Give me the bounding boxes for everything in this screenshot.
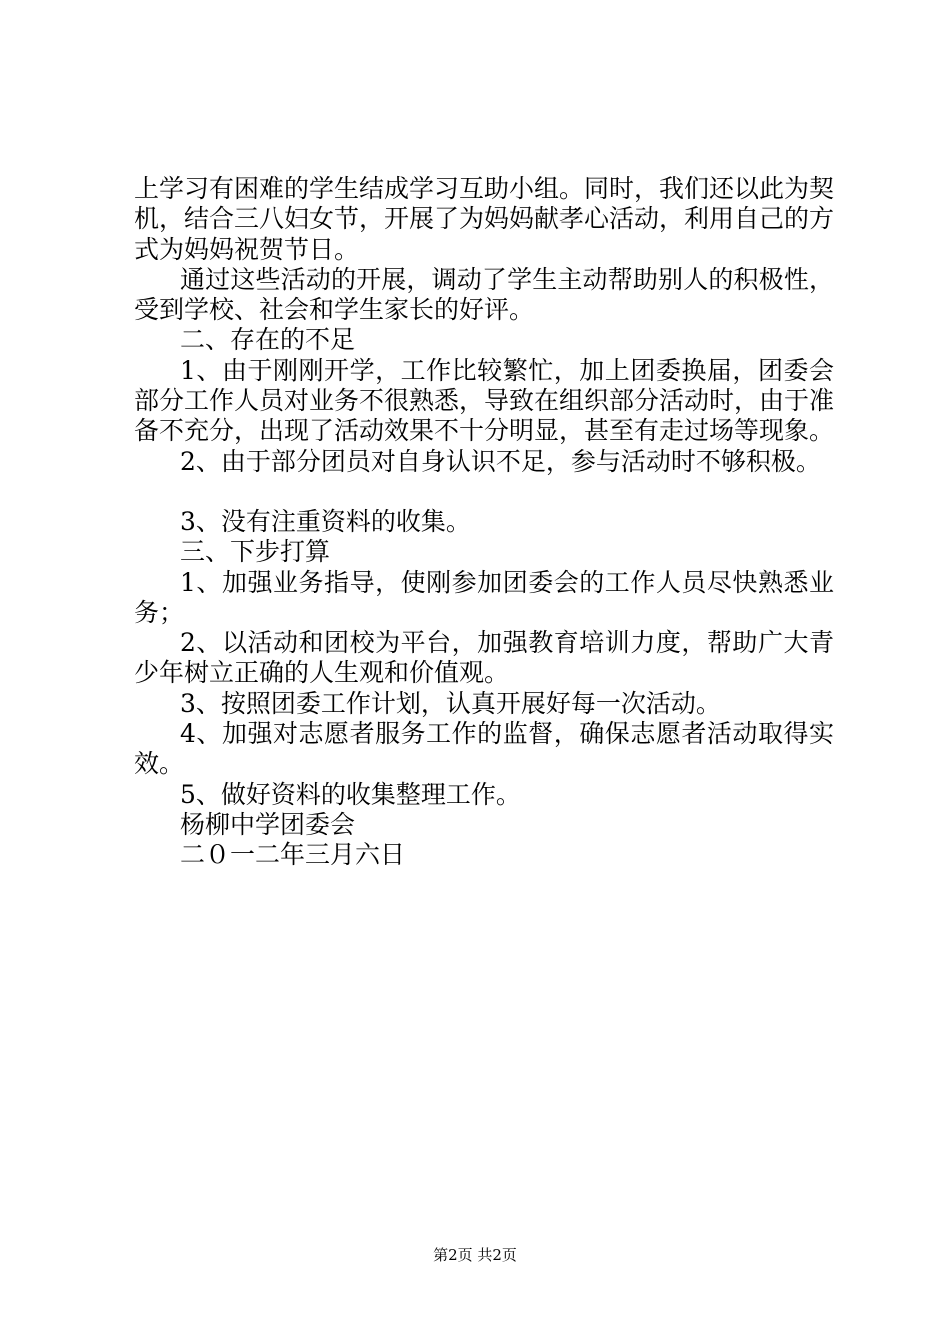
- page-number: 第2页 共2页: [433, 1246, 517, 1264]
- signature-date: 二０一二年三月六日: [180, 840, 406, 870]
- document-body: [134, 174, 834, 871]
- plan-item-1: 1、加强业务指导，使刚参加团委会的工作人员尽快熟悉业务；: [134, 567, 834, 627]
- plan-item-3: 3、按照团委工作计划，认真开展好每一次活动。: [180, 688, 721, 718]
- paragraph-continuation: 上学习有困难的学生结成学习互助小组。同时，我们还以此为契机，结合三八妇女节，开展了为妈妈献孝心活动，利用自己的方式为妈妈祝贺节日。: [134, 174, 835, 264]
- signature-organization: 杨柳中学团委会: [180, 809, 356, 839]
- shortcoming-item-1: 1、由于刚刚开学，工作比较繁忙，加上团委换届，团委会部分工作人员对业务不很熟悉，导致在组织部分活动时，由于准备不充分，出现了活动效果不十分明显，甚至有走过场等现象。: [134, 355, 835, 446]
- paragraph-summary: 通过这些活动的开展，调动了学生主动帮助别人的积极性，受到学校、社会和学生家长的好评。: [134, 264, 834, 325]
- plan-item-5: 5、做好资料的收集整理工作。: [180, 779, 521, 809]
- section-heading-shortcomings: 二、存在的不足: [180, 325, 356, 355]
- shortcoming-item-2: 2、由于部分团员对自身认识不足，参与活动时不够积极。: [180, 446, 821, 476]
- plan-item-2: 2、以活动和团校为平台，加强教育培训力度，帮助广大青少年树立正确的人生观和价值观。: [134, 628, 834, 688]
- page-footer: [0, 1245, 950, 1265]
- shortcoming-item-3: 3、没有注重资料的收集。: [180, 506, 471, 536]
- section-heading-plans: 三、下步打算: [180, 537, 331, 567]
- plan-item-4: 4、加强对志愿者服务工作的监督，确保志愿者活动取得实效。: [134, 719, 834, 779]
